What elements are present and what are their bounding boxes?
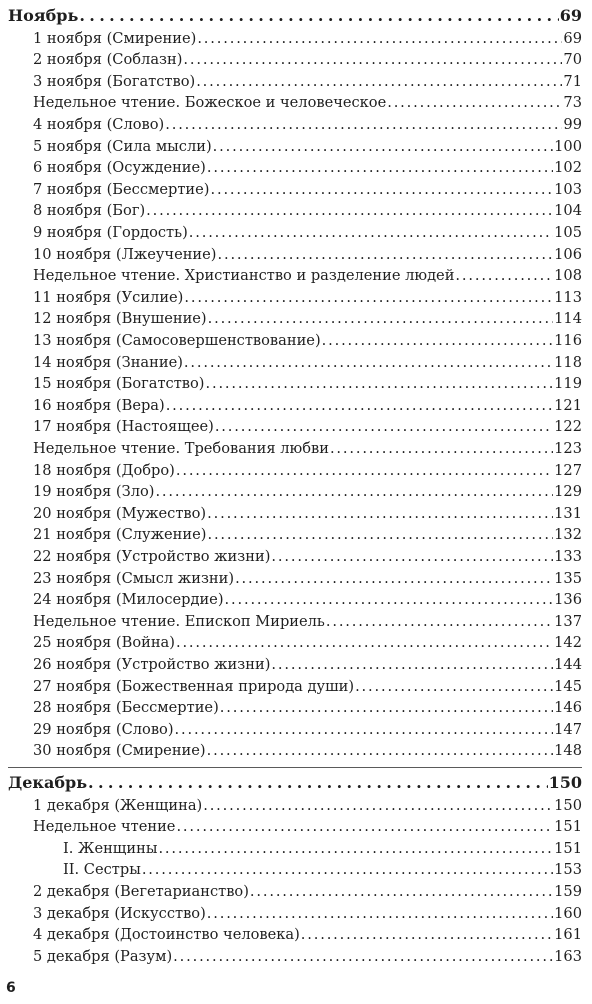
- toc-entry-title: 4 ноября (Слово): [33, 116, 165, 133]
- toc-page-number: 132: [554, 526, 582, 543]
- toc-leader-dots: [330, 440, 553, 457]
- toc-leader-dots: [158, 840, 553, 857]
- toc-page-number: 151: [554, 818, 582, 835]
- toc-entry-title: 23 ноября (Смысл жизни): [33, 570, 235, 587]
- toc-page-number: 69: [563, 30, 582, 47]
- toc-entry-title: 22 ноября (Устройство жизни): [33, 548, 271, 565]
- toc-page-number: 153: [554, 861, 582, 878]
- toc-leader-dots: [166, 397, 553, 414]
- toc-entry[interactable]: [0, 721, 592, 743]
- toc-page-number: 131: [554, 505, 582, 522]
- toc-entry-title: Ноябрь: [8, 6, 79, 25]
- toc-entry[interactable]: [0, 526, 592, 548]
- toc-leader-dots: [183, 51, 562, 68]
- toc-page-number: 70: [563, 51, 582, 68]
- toc-leader-dots: [173, 948, 553, 965]
- toc-page-number: 73: [563, 94, 582, 111]
- toc-leader-dots: [184, 289, 553, 306]
- toc-entry-title: 26 ноября (Устройство жизни): [33, 656, 271, 673]
- toc-leader-dots: [455, 267, 553, 284]
- toc-entry[interactable]: [0, 418, 592, 440]
- toc-entry[interactable]: [0, 505, 592, 527]
- toc-leader-dots: [301, 926, 553, 943]
- toc-entry-title: Недельное чтение. Требования любви: [33, 440, 329, 457]
- toc-entry-title: 12 ноября (Внушение): [33, 310, 207, 327]
- toc-page-number: 150: [554, 797, 582, 814]
- toc-entry[interactable]: [0, 548, 592, 570]
- toc-leader-dots: [215, 418, 553, 435]
- toc-leader-dots: [218, 246, 554, 263]
- toc-leader-dots: [387, 94, 562, 111]
- toc-entry[interactable]: [0, 397, 592, 419]
- toc-entry-title: 29 ноября (Слово): [33, 721, 174, 738]
- toc-entry-title: 10 ноября (Лжеучение): [33, 246, 217, 263]
- toc-leader-dots: [205, 375, 553, 392]
- toc-entry[interactable]: [0, 883, 592, 905]
- toc-entry-title: 30 ноября (Смирение): [33, 742, 206, 759]
- toc-page-number: 151: [554, 840, 582, 857]
- toc-page-number: 119: [554, 375, 582, 392]
- toc-page-number: 118: [554, 354, 582, 371]
- toc-entry-title: 7 ноября (Бессмертие): [33, 181, 210, 198]
- toc-section-heading[interactable]: [0, 6, 592, 28]
- toc-entry[interactable]: [0, 30, 592, 52]
- toc-entry[interactable]: [0, 818, 592, 840]
- toc-entry-title: Недельное чтение. Божеское и человеческое: [33, 94, 387, 111]
- toc-leader-dots: [165, 116, 562, 133]
- toc-leader-dots: [197, 30, 562, 47]
- toc-leader-dots: [189, 224, 553, 241]
- toc-leader-dots: [207, 526, 553, 543]
- toc-leader-dots: [271, 656, 553, 673]
- toc-entry-title: 4 декабря (Достоинство человека): [33, 926, 300, 943]
- toc-page-number: 122: [554, 418, 582, 435]
- toc-entry[interactable]: [0, 656, 592, 678]
- toc-entry-title: 6 ноября (Осуждение): [33, 159, 206, 176]
- toc-entry-title: 16 ноября (Вера): [33, 397, 165, 414]
- toc-entry[interactable]: [0, 181, 592, 203]
- toc-entry-title: 18 ноября (Добро): [33, 462, 175, 479]
- toc-leader-dots: [208, 310, 554, 327]
- toc-page-number: 150: [548, 773, 582, 792]
- toc-leader-dots: [88, 773, 548, 792]
- toc-page-number: 103: [554, 181, 582, 198]
- toc-leader-dots: [146, 202, 553, 219]
- toc-leader-dots: [355, 678, 553, 695]
- toc-entry[interactable]: [0, 354, 592, 376]
- toc-entry-title: 19 ноября (Зло): [33, 483, 155, 500]
- toc-page-number: 127: [554, 462, 582, 479]
- toc-leader-dots: [155, 483, 553, 500]
- toc-leader-dots: [203, 797, 553, 814]
- toc-entry-title: 17 ноября (Настоящее): [33, 418, 214, 435]
- toc-page-number: 144: [554, 656, 582, 673]
- toc-entry[interactable]: [0, 332, 592, 354]
- toc-entry-title: 1 декабря (Женщина): [33, 797, 203, 814]
- toc-leader-dots: [176, 818, 553, 835]
- toc-leader-dots: [207, 159, 553, 176]
- toc-entry[interactable]: [0, 462, 592, 484]
- toc-entry-title: 21 ноября (Служение): [33, 526, 207, 543]
- toc-page-number: 148: [554, 742, 582, 759]
- toc-page-number: 137: [554, 613, 582, 630]
- toc-entry-title: 2 ноября (Соблазн): [33, 51, 183, 68]
- toc-page-number: 142: [554, 634, 582, 651]
- toc-leader-dots: [213, 138, 553, 155]
- toc-entry-title: 9 ноября (Гордость): [33, 224, 188, 241]
- toc-entry-title: 3 декабря (Искусство): [33, 905, 206, 922]
- toc-page-number: 161: [554, 926, 582, 943]
- toc-entry[interactable]: [0, 613, 592, 635]
- toc-entry-title: 14 ноября (Знание): [33, 354, 183, 371]
- toc-entry[interactable]: [0, 634, 592, 656]
- toc-leader-dots: [207, 905, 553, 922]
- toc-entry[interactable]: [0, 289, 592, 311]
- toc-entry[interactable]: [0, 840, 592, 862]
- toc-entry-title: 24 ноября (Милосердие): [33, 591, 224, 608]
- toc-page-number: 100: [554, 138, 582, 155]
- toc-entry-title: 5 декабря (Разум): [33, 948, 173, 965]
- toc-leader-dots: [210, 181, 553, 198]
- toc-page-number: 71: [563, 73, 582, 90]
- toc-entry[interactable]: [0, 948, 592, 970]
- toc-entry[interactable]: [0, 699, 592, 721]
- toc-entry[interactable]: [0, 116, 592, 138]
- toc-page-number: 99: [563, 116, 582, 133]
- toc-leader-dots: [207, 505, 553, 522]
- toc-entry-title: II. Сестры: [63, 861, 141, 878]
- toc-leader-dots: [271, 548, 553, 565]
- toc-page-number: 133: [554, 548, 582, 565]
- toc-entry[interactable]: [0, 51, 592, 73]
- toc-entry[interactable]: [0, 483, 592, 505]
- toc-entry-title: 8 ноября (Бог): [33, 202, 146, 219]
- toc-page-number: 104: [554, 202, 582, 219]
- toc-entry[interactable]: [0, 905, 592, 927]
- toc-entry-title: 20 ноября (Мужество): [33, 505, 207, 522]
- toc-page-number: 106: [554, 246, 582, 263]
- toc-entry-title: Недельное чтение. Епископ Мириель: [33, 613, 325, 630]
- toc-leader-dots: [176, 634, 553, 651]
- toc-entry[interactable]: [0, 440, 592, 462]
- toc-entry-title: 27 ноября (Божественная природа души): [33, 678, 355, 695]
- toc-leader-dots: [326, 613, 553, 630]
- toc-entry[interactable]: [0, 267, 592, 289]
- toc-page-number: 163: [554, 948, 582, 965]
- toc-page-number: 147: [554, 721, 582, 738]
- toc-page-number: 69: [559, 6, 582, 25]
- toc-entry-title: 1 ноября (Смирение): [33, 30, 197, 47]
- toc-entry[interactable]: [0, 202, 592, 224]
- toc-entry[interactable]: [0, 246, 592, 268]
- toc-page-number: 129: [554, 483, 582, 500]
- toc-leader-dots: [196, 73, 562, 90]
- toc-page-number: 136: [554, 591, 582, 608]
- toc-entry-title: Недельное чтение. Христианство и разделение людей: [33, 267, 455, 284]
- toc-leader-dots: [250, 883, 553, 900]
- toc-page-number: 108: [554, 267, 582, 284]
- toc-page-number: 116: [554, 332, 582, 349]
- toc-entry-title: 5 ноября (Сила мысли): [33, 138, 212, 155]
- toc-leader-dots: [235, 570, 553, 587]
- toc-leader-dots: [142, 861, 553, 878]
- toc-page-number: 102: [554, 159, 582, 176]
- toc-leader-dots: [225, 591, 554, 608]
- toc-entry[interactable]: [0, 73, 592, 95]
- toc-leader-dots: [175, 721, 554, 738]
- toc-leader-dots: [220, 699, 553, 716]
- toc-leader-dots: [184, 354, 553, 371]
- toc-leader-dots: [207, 742, 554, 759]
- toc-entry-title: 28 ноября (Бессмертие): [33, 699, 219, 716]
- toc-page-number: 145: [554, 678, 582, 695]
- toc-entry[interactable]: [0, 310, 592, 332]
- toc-entry-title: 15 ноября (Богатство): [33, 375, 205, 392]
- toc-leader-dots: [176, 462, 553, 479]
- page-number: 6: [6, 980, 16, 996]
- section-divider: [8, 767, 582, 768]
- toc-entry[interactable]: [0, 861, 592, 883]
- toc-page-number: 113: [554, 289, 582, 306]
- toc-entry[interactable]: [0, 797, 592, 819]
- toc-page-number: 160: [554, 905, 582, 922]
- toc-page-number: 146: [554, 699, 582, 716]
- toc-page-number: 121: [554, 397, 582, 414]
- toc-leader-dots: [79, 6, 558, 25]
- toc-entry[interactable]: [0, 570, 592, 592]
- toc-entry[interactable]: [0, 138, 592, 160]
- toc-entry[interactable]: [0, 159, 592, 181]
- toc-page-number: 159: [554, 883, 582, 900]
- toc-page-number: 105: [554, 224, 582, 241]
- toc-entry[interactable]: [0, 375, 592, 397]
- toc-entry[interactable]: [0, 591, 592, 613]
- toc-page-number: 135: [554, 570, 582, 587]
- toc-section-heading[interactable]: [0, 773, 592, 795]
- toc-entry[interactable]: [0, 224, 592, 246]
- toc-leader-dots: [322, 332, 554, 349]
- toc-entry-title: Декабрь: [8, 773, 88, 792]
- toc-entry[interactable]: [0, 742, 592, 764]
- toc-entry-title: I. Женщины: [63, 840, 158, 857]
- toc-entry[interactable]: [0, 678, 592, 700]
- toc-entry-title: 13 ноября (Самосовершенствование): [33, 332, 321, 349]
- toc-page-number: 114: [554, 310, 582, 327]
- toc-entry-title: 2 декабря (Вегетарианство): [33, 883, 249, 900]
- toc-entry[interactable]: [0, 94, 592, 116]
- toc-entry-title: 25 ноября (Война): [33, 634, 175, 651]
- toc-entry[interactable]: [0, 926, 592, 948]
- toc-entry-title: Недельное чтение: [33, 818, 176, 835]
- toc-entry-title: 3 ноября (Богатство): [33, 73, 196, 90]
- toc-page-number: 123: [554, 440, 582, 457]
- toc-entry-title: 11 ноября (Усилие): [33, 289, 184, 306]
